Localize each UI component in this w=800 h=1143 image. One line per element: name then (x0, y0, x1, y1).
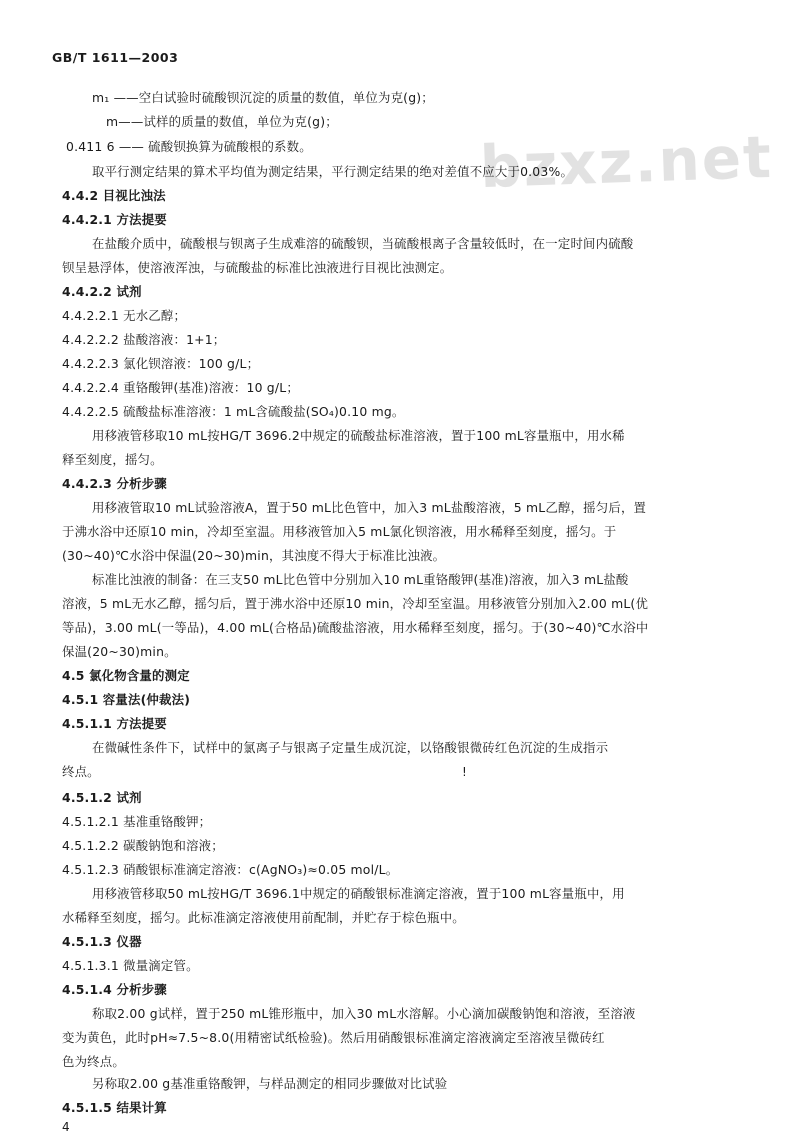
standard-number-header: GB/T 1611—2003 (52, 50, 179, 65)
section-heading: 4.5.1.5 结果计算 (62, 1100, 167, 1115)
section-heading: 4.5.1.2 试剂 (62, 790, 142, 805)
reagent-item: 4.5.1.2.1 基准重铬酸钾； (62, 814, 212, 829)
reagent-item: 4.4.2.2.5 硫酸盐标准溶液：1 mL含硫酸盐(SO₄)0.10 mg。 (62, 404, 405, 419)
paragraph-line: 另称取2.00 g基准重铬酸钾，与样品测定的相同步骤做对比试验 (92, 1076, 448, 1091)
paragraph-line: 用移液管移取50 mL按HG/T 3696.1中规定的硝酸银标准滴定溶液，置于100 mL容量瓶中，用 (92, 886, 625, 901)
section-heading: 4.4.2.1 方法提要 (62, 212, 167, 227)
section-heading: 4.4.2.2 试剂 (62, 284, 142, 299)
paragraph-line: 钡呈悬浮体，使溶液浑浊，与硫酸盐的标准比浊液进行目视比浊测定。 (62, 260, 453, 275)
section-heading: 4.5 氯化物含量的测定 (62, 668, 190, 683)
paragraph-line: 标准比浊液的制备：在三支50 mL比色管中分别加入10 mL重铬酸钾(基准)溶液，加入3 mL盐酸 (92, 572, 629, 587)
paragraph-line: 称取2.00 g试样，置于250 mL锥形瓶中，加入30 mL水溶解。小心滴加碳酸钠饱和溶液，至溶液 (92, 1006, 636, 1021)
section-heading: 4.5.1 容量法(仲裁法) (62, 692, 191, 707)
page-number: 4 (62, 1120, 70, 1134)
formula-variable-m1: m₁ ——空白试验时硫酸钡沉淀的质量的数值，单位为克(g)； (92, 90, 434, 105)
section-heading: 4.5.1.1 方法提要 (62, 716, 167, 731)
reagent-item: 4.4.2.2.3 氯化钡溶液：100 g/L； (62, 356, 260, 371)
paragraph-line: 色为终点。 (62, 1054, 125, 1069)
paragraph-line: 于沸水浴中还原10 min，冷却至室温。用移液管加入5 mL氯化钡溶液，用水稀释至刻度，摇匀。于 (62, 524, 617, 539)
section-heading: 4.4.2 目视比浊法 (62, 188, 166, 203)
reagent-item: 4.5.1.2.2 碳酸钠饱和溶液； (62, 838, 224, 853)
reagent-item: 4.5.1.2.3 硝酸银标准滴定溶液：c(AgNO₃)≈0.05 mol/L。 (62, 862, 399, 877)
paragraph-line: 在微碱性条件下，试样中的氯离子与银离子定量生成沉淀，以铬酸银微砖红色沉淀的生成指示 (92, 740, 609, 755)
formula-coefficient: 0.411 6 —— 硫酸钡换算为硫酸根的系数。 (66, 139, 312, 154)
paragraph-line: 变为黄色，此时pH≈7.5~8.0(用精密试纸检验)。然后用硝酸银标准滴定溶液滴定至溶液呈微砖红 (62, 1030, 605, 1045)
section-heading: 4.5.1.4 分析步骤 (62, 982, 167, 997)
paragraph-line: 用移液管取10 mL试验溶液A，置于50 mL比色管中，加入3 mL盐酸溶液，5 mL乙醇，摇匀后，置 (92, 500, 647, 515)
paragraph-line: 释至刻度，摇匀。 (62, 452, 163, 467)
reagent-item: 4.4.2.2.2 盐酸溶液：1+1； (62, 332, 226, 347)
paragraph-line: 溶液，5 mL无水乙醇，摇匀后，置于沸水浴中还原10 min，冷却至室温。用移液管分别加入2.00 mL(优 (62, 596, 649, 611)
paragraph-line: 在盐酸介质中，硫酸根与钡离子生成难溶的硫酸钡，当硫酸根离子含量较低时，在一定时间内硫酸 (92, 236, 634, 251)
section-heading: 4.4.2.3 分析步骤 (62, 476, 167, 491)
paragraph-line: 保温(20~30)min。 (62, 644, 177, 659)
reagent-item: 4.4.2.2.1 无水乙醇； (62, 308, 187, 323)
section-heading: 4.5.1.3 仪器 (62, 934, 142, 949)
paragraph-line: 用移液管移取10 mL按HG/T 3696.2中规定的硫酸盐标准溶液，置于100 mL容量瓶中，用水稀 (92, 428, 625, 443)
paragraph-line: 水稀释至刻度，摇匀。此标准滴定溶液使用前配制，并贮存于棕色瓶中。 (62, 910, 465, 925)
reagent-item: 4.4.2.2.4 重铬酸钾(基准)溶液：10 g/L； (62, 380, 299, 395)
paragraph-line: (30~40)℃水浴中保温(20~30)min，其浊度不得大于标准比浊液。 (62, 548, 446, 563)
paragraph-line: 取平行测定结果的算术平均值为测定结果，平行测定结果的绝对差值不应大于0.03%。 (92, 164, 574, 179)
paragraph-line: 终点。 (62, 764, 100, 779)
instrument-item: 4.5.1.3.1 微量滴定管。 (62, 958, 199, 973)
paragraph-line: 等品)，3.00 mL(一等品)，4.00 mL(合格品)硫酸盐溶液，用水稀释至刻度，摇匀。于(30~40)℃水浴中 (62, 620, 649, 635)
watermark: bzxz.net (478, 122, 774, 202)
formula-variable-m: m——试样的质量的数值，单位为克(g)； (106, 114, 338, 129)
stray-mark: ! (462, 765, 467, 779)
